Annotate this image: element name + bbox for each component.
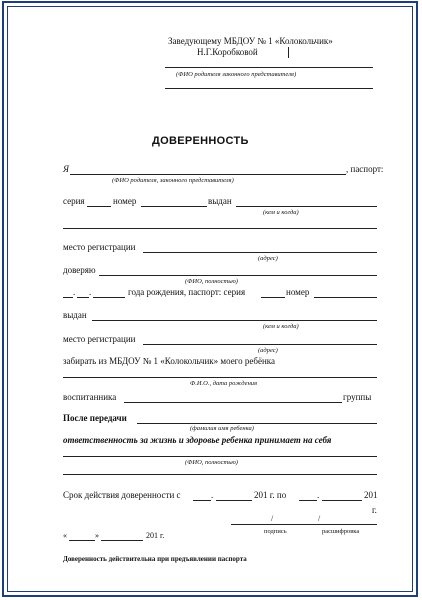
seriya-line — [87, 206, 111, 207]
label-ya: Я — [63, 164, 69, 174]
label-vydan2: выдан — [63, 310, 87, 320]
label-gruppy: группы — [343, 392, 372, 402]
label-nomer2: номер — [286, 287, 310, 297]
vydan-line — [236, 206, 377, 207]
header-underline-2 — [165, 88, 373, 89]
header-underline-1 — [165, 67, 373, 68]
caption-kem-kogda2: (кем и когда) — [263, 323, 299, 330]
label-seriya: серия — [63, 196, 85, 206]
date-year: 201 г. — [146, 531, 165, 540]
nomer2-line — [314, 297, 377, 298]
label-posle: После передачи — [63, 413, 127, 423]
vospitannika-line — [124, 402, 342, 403]
mesto-reg-line — [143, 252, 377, 253]
srok-day2-line — [299, 500, 317, 501]
label-mesto-reg: место регистрации — [63, 242, 136, 252]
label-god-rozhd: года рождения, паспорт: серия — [128, 287, 246, 297]
seriya2-line — [261, 297, 285, 298]
dob-dot-1: . — [73, 287, 76, 297]
date-month-line — [101, 540, 143, 541]
label-zabirat: забирать из МБДОУ № 1 «Колокольчик» моего ребёнка — [63, 356, 276, 366]
vydan2-line — [92, 320, 377, 321]
document-title: ДОВЕРЕННОСТЬ — [152, 135, 249, 147]
nomer-line — [141, 206, 207, 207]
caption-fio-parent: (ФИО родителя, законного представителя) — [112, 177, 234, 184]
srok-dot-1: . — [211, 490, 214, 500]
label-vospitannika: воспитанника — [63, 392, 117, 402]
doveryayu-line — [99, 275, 377, 276]
caption-fio-full: (ФИО, полностью) — [185, 278, 238, 285]
signature-slash-2: / — [318, 514, 321, 523]
dob-dot-2: . — [89, 287, 92, 297]
mesto-reg2-line — [143, 344, 377, 345]
srok-month1-line — [216, 500, 252, 501]
addressee-name: Н.Г.Коробковой — [197, 47, 258, 57]
label-year2: 201 — [364, 490, 378, 500]
srok-month2-line — [322, 500, 362, 501]
caption-child: (фамилия имя ребенка) — [190, 425, 254, 432]
fio-line — [70, 174, 346, 175]
otvetstv-line — [63, 456, 377, 457]
caption-podpis: подпись — [264, 528, 287, 535]
srok-day1-line — [193, 500, 211, 501]
label-year1: 201 г. по — [254, 490, 287, 500]
caption-kem-kogda: (кем и когда) — [263, 209, 299, 216]
label-vydan: выдан — [208, 196, 232, 206]
date-quote-open: « — [63, 531, 67, 540]
header-fio-caption: (ФИО родителя законного представителя) — [176, 71, 297, 78]
caption-adres: (адрес) — [258, 255, 278, 262]
label-g: г. — [372, 505, 377, 515]
zabirat-line — [63, 377, 377, 378]
caption-adres2: (адрес) — [258, 347, 278, 354]
addressee-line: Заведующему МБДОУ № 1 «Колокольчик» — [168, 36, 333, 46]
label-passport: , паспорт: — [346, 164, 384, 174]
caption-fio-full2: (ФИО, полностью) — [185, 459, 238, 466]
inner-border — [7, 6, 413, 592]
posle-line — [137, 423, 377, 424]
label-nomer: номер — [113, 196, 137, 206]
date-day-line — [69, 540, 95, 541]
dob-day-line — [63, 297, 73, 298]
caption-fio-dob: Ф.И.О., дата рождения — [190, 380, 258, 387]
label-doveryayu: доверяю — [63, 265, 96, 275]
caption-rasshifr: расшифровка — [322, 528, 360, 535]
vydan-line-2 — [63, 228, 377, 229]
label-srok: Срок действия доверенности с — [63, 490, 181, 500]
signature-line — [231, 524, 377, 525]
dob-year-line — [93, 297, 125, 298]
label-mesto-reg2: место регистрации — [63, 334, 136, 344]
dob-month-line — [77, 297, 89, 298]
text-cursor — [288, 47, 290, 58]
date-quote-close: » — [95, 531, 99, 540]
signature-slash-1: / — [271, 514, 274, 523]
footer-note: Доверенность действительна при предъявлении паспорта — [63, 555, 247, 563]
otvetstv-line-2 — [63, 474, 377, 475]
srok-dot-2: . — [317, 490, 320, 500]
label-otvetstv: ответственность за жизнь и здоровье ребенка принимает на себя — [63, 435, 332, 445]
